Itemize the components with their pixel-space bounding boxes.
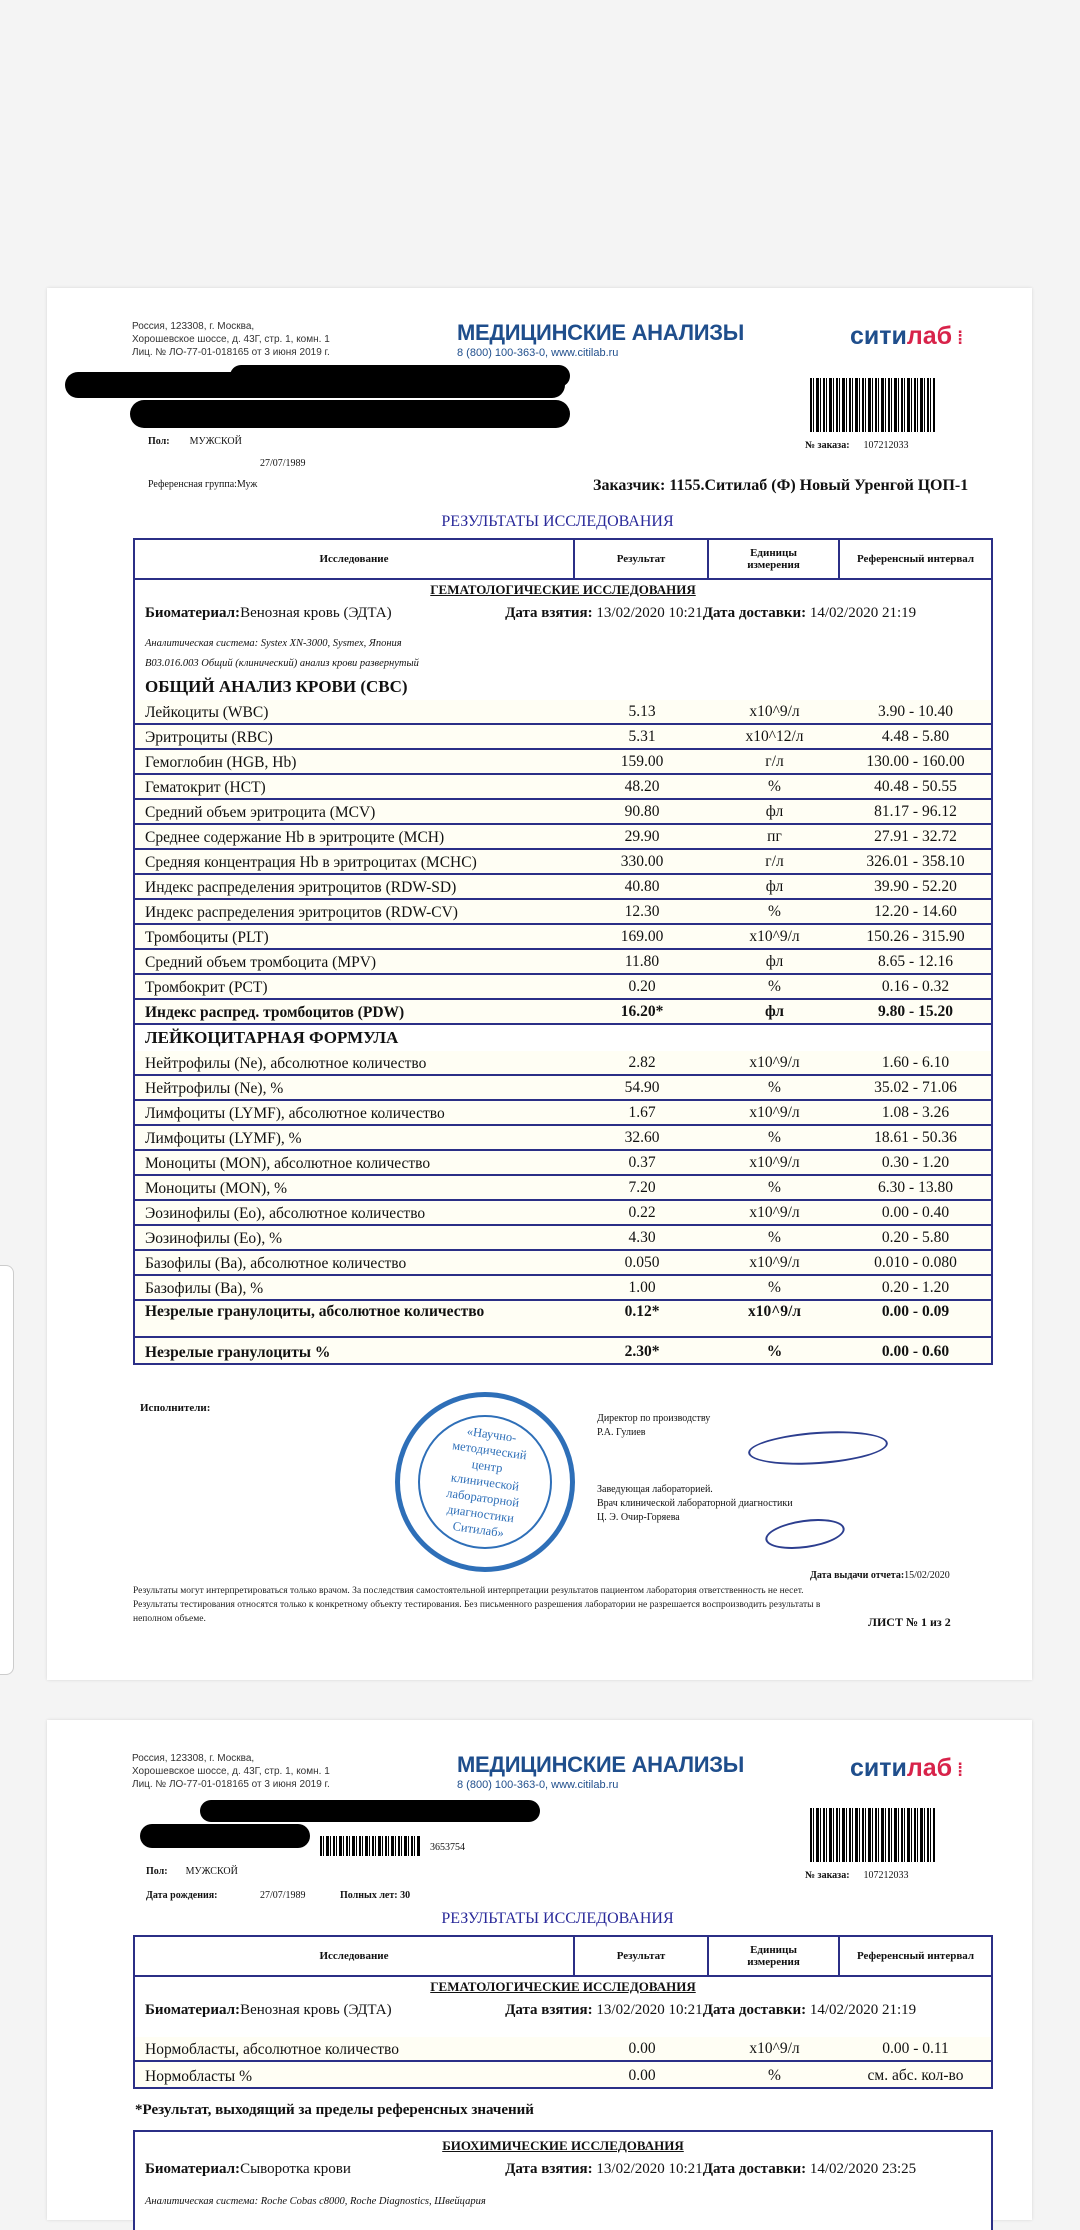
table-row bbox=[135, 725, 991, 750]
reference-interval: 1.60 - 6.10 bbox=[881, 1054, 950, 1071]
test-unit: фл bbox=[764, 1003, 785, 1020]
test-unit: % bbox=[768, 1229, 781, 1246]
column-header: Исследование bbox=[135, 1937, 575, 1975]
test-result: 0.20 bbox=[628, 978, 656, 995]
order-number bbox=[805, 1870, 909, 1881]
logo-dots-icon: ⁞ bbox=[952, 328, 964, 348]
test-unit: % bbox=[768, 1179, 781, 1196]
lab-head-title: Врач клинической лабораторной диагностики bbox=[597, 1498, 793, 1509]
reference-interval: 40.48 - 50.55 bbox=[874, 778, 957, 795]
results-table-hematology bbox=[133, 538, 993, 1365]
reference-interval: 0.00 - 0.11 bbox=[882, 2040, 949, 2057]
test-name: Лейкоциты (WBC) bbox=[145, 704, 269, 721]
brand-contacts: 8 (800) 100-363-0, www.citilab.ru bbox=[457, 1779, 619, 1791]
reference-group: Референсная группа:Муж bbox=[148, 479, 258, 490]
test-name: Эозинофилы (Eo), абсолютное количество bbox=[145, 1205, 426, 1222]
test-result: 1.67 bbox=[628, 1104, 656, 1121]
table-row bbox=[135, 1301, 991, 1338]
sex-value: МУЖСКОЙ bbox=[185, 1866, 238, 1877]
customer: Заказчик: 1155.Ситилаб (Ф) Новый Уренгой ЦОП-1 bbox=[593, 477, 969, 494]
test-result: 12.30 bbox=[624, 903, 660, 920]
delivered-label: Дата доставки: bbox=[702, 2001, 807, 2018]
test-name: Среднее содержание Hb в эритроците (MCH) bbox=[145, 829, 445, 846]
test-name: Базофилы (Ba), абсолютное количество bbox=[145, 1255, 407, 1272]
test-unit: г/л bbox=[765, 753, 784, 770]
lab-head-name: Ц. Э. Очир-Горяева bbox=[597, 1512, 680, 1523]
delivered-value: 14/02/2020 21:19 bbox=[809, 604, 917, 621]
test-unit: % bbox=[768, 903, 781, 920]
table-row bbox=[135, 1176, 991, 1201]
table-row bbox=[135, 750, 991, 775]
table-row bbox=[135, 950, 991, 975]
test-name: Эозинофилы (Eo), % bbox=[145, 1230, 283, 1247]
dob-label: Дата рождения: bbox=[146, 1890, 218, 1901]
test-name: Нормобласты, абсолютное количество bbox=[145, 2041, 400, 2058]
test-unit: x10^12/л bbox=[745, 728, 804, 745]
biomaterial-label: Биоматериал: bbox=[145, 2001, 241, 2018]
table-row bbox=[135, 975, 991, 1000]
test-name: Тромбоциты (PLT) bbox=[145, 929, 269, 946]
redaction-mark bbox=[230, 365, 570, 387]
test-unit: пг bbox=[767, 828, 782, 845]
test-result: 11.80 bbox=[624, 953, 660, 970]
test-name: Средняя концентрация Hb в эритроцитах (MCHC) bbox=[145, 854, 477, 871]
test-result: 0.050 bbox=[624, 1254, 660, 1271]
sex-field bbox=[146, 1866, 238, 1877]
test-unit: фл bbox=[765, 803, 784, 820]
test-unit: x10^9/л bbox=[749, 2040, 800, 2057]
test-name: Лимфоциты (LYMF), % bbox=[145, 1130, 302, 1147]
sheet-number: ЛИСТ № 1 из 2 bbox=[868, 1615, 951, 1629]
stamp-text: «Научно-методический центр клинической лабораторной диагностики Ситилаб» bbox=[445, 1424, 528, 1541]
table-row bbox=[135, 1338, 991, 1363]
test-result: 29.90 bbox=[624, 828, 660, 845]
disclaimer-text: Результаты могут интерпретироваться только врачом. За последствия самостоятельной интерпретации результатов пациентом лаборатория ответственность не несет. bbox=[133, 1586, 804, 1596]
redaction-mark bbox=[130, 400, 570, 428]
brand-title: МЕДИЦИНСКИЕ АНАЛИЗЫ bbox=[457, 1752, 744, 1777]
reference-interval: 4.48 - 5.80 bbox=[881, 728, 950, 745]
issue-date-label: Дата выдачи отчета: bbox=[810, 1570, 905, 1581]
test-unit: x10^9/л bbox=[747, 1303, 801, 1320]
logo-dots-icon: ⁞ bbox=[952, 1760, 964, 1780]
table-row bbox=[135, 800, 991, 825]
reference-interval: 0.20 - 1.20 bbox=[881, 1279, 950, 1296]
test-result: 169.00 bbox=[620, 928, 664, 945]
results-table-biochemistry bbox=[133, 2130, 993, 2230]
table-row bbox=[135, 700, 991, 725]
patient-id-barcode bbox=[320, 1836, 420, 1856]
logo-text: лаб bbox=[906, 1754, 953, 1782]
brand-title: МЕДИЦИНСКИЕ АНАЛИЗЫ bbox=[457, 320, 744, 345]
citilab-logo bbox=[850, 322, 963, 351]
test-unit: x10^9/л bbox=[749, 1054, 800, 1071]
table-row bbox=[135, 1051, 991, 1076]
biomaterial-label: Биоматериал: bbox=[145, 604, 241, 621]
table-row bbox=[135, 825, 991, 850]
age-value: Полных лет: 30 bbox=[340, 1890, 411, 1901]
test-result: 2.82 bbox=[628, 1054, 656, 1071]
lab-stamp bbox=[395, 1392, 575, 1572]
logo-text: сити bbox=[850, 1754, 907, 1782]
reference-interval: 18.61 - 50.36 bbox=[874, 1129, 957, 1146]
lab-address bbox=[132, 1752, 330, 1791]
analytical-system-note: Аналитическая система: Roche Cobas c8000, Roche Diagnostics, Швейцария bbox=[145, 2196, 486, 2207]
test-unit: x10^9/л bbox=[749, 928, 800, 945]
section-title: ГЕМАТОЛОГИЧЕСКИЕ ИССЛЕДОВАНИЯ bbox=[430, 1979, 696, 1994]
brand-contacts: 8 (800) 100-363-0, www.citilab.ru bbox=[457, 347, 619, 359]
test-name: Лимфоциты (LYMF), абсолютное количество bbox=[145, 1105, 445, 1122]
table-row bbox=[135, 1101, 991, 1126]
reference-interval: 8.65 - 12.16 bbox=[878, 953, 953, 970]
test-unit: % bbox=[768, 978, 781, 995]
service-code-note: B03.016.003 Общий (клинический) анализ крови развернутый bbox=[145, 658, 419, 669]
results-title: РЕЗУЛЬТАТЫ ИССЛЕДОВАНИЯ bbox=[441, 513, 674, 530]
table-row bbox=[135, 1201, 991, 1226]
biomaterial-value: Сыворотка крови bbox=[240, 2160, 351, 2177]
test-unit: % bbox=[768, 778, 781, 795]
barcode bbox=[810, 1808, 935, 1862]
disclaimer bbox=[133, 1584, 833, 1626]
director-title: Директор по производству bbox=[597, 1413, 711, 1424]
test-result: 48.20 bbox=[624, 778, 660, 795]
column-header: Единицы измерения bbox=[709, 1937, 840, 1975]
test-unit: % bbox=[768, 1129, 781, 1146]
delivered-label: Дата доставки: bbox=[702, 2160, 807, 2177]
test-name: Незрелые гранулоциты, абсолютное количество bbox=[145, 1303, 485, 1320]
biomaterial-line bbox=[135, 600, 991, 626]
test-name: Нейтрофилы (Ne), абсолютное количество bbox=[145, 1055, 427, 1072]
citilab-logo bbox=[850, 1754, 963, 1783]
director-block bbox=[597, 1412, 710, 1440]
test-result: 0.00 bbox=[628, 2067, 656, 2084]
issue-date bbox=[810, 1570, 950, 1581]
reference-interval: см. абс. кол-во bbox=[867, 2067, 964, 2084]
test-result: 40.80 bbox=[624, 878, 660, 895]
test-unit: фл bbox=[765, 953, 784, 970]
test-result: 159.00 bbox=[620, 753, 664, 770]
reference-interval: 27.91 - 32.72 bbox=[874, 828, 957, 845]
test-result: 16.20* bbox=[620, 1003, 664, 1020]
table-row bbox=[135, 1000, 991, 1025]
test-name: Гематокрит (HCT) bbox=[145, 779, 266, 796]
test-name: Гемоглобин (HGB, Hb) bbox=[145, 754, 297, 771]
test-name: Базофилы (Ba), % bbox=[145, 1280, 264, 1297]
reference-interval: 326.01 - 358.10 bbox=[866, 853, 965, 870]
address-line: Лиц. № ЛО-77-01-018165 от 3 июня 2019 г. bbox=[132, 1779, 330, 1790]
sex-field bbox=[148, 436, 242, 447]
address-line: Хорошевское шоссе, д. 43Г, стр. 1, комн. 1 bbox=[132, 1766, 330, 1777]
table-row bbox=[135, 1251, 991, 1276]
test-unit: фл bbox=[765, 878, 784, 895]
taken-label: Дата взятия: bbox=[505, 2001, 593, 2018]
logo-text: сити bbox=[850, 322, 907, 350]
lab-head-block bbox=[597, 1483, 793, 1525]
test-result: 0.12* bbox=[624, 1303, 660, 1320]
test-result: 5.13 bbox=[628, 703, 656, 720]
test-unit: x10^9/л bbox=[749, 1204, 800, 1221]
test-result: 330.00 bbox=[620, 853, 664, 870]
column-header: Единицы измерения bbox=[709, 540, 840, 578]
group-title: ЛЕЙКОЦИТАРНАЯ ФОРМУЛА bbox=[145, 1028, 399, 1047]
dob-value: 27/07/1989 bbox=[260, 458, 306, 469]
dob-field bbox=[146, 1890, 410, 1901]
table-row bbox=[135, 2062, 991, 2087]
test-unit: % bbox=[768, 2067, 781, 2084]
test-result: 2.30* bbox=[624, 1343, 660, 1360]
column-header: Результат bbox=[575, 540, 709, 578]
test-result: 4.30 bbox=[628, 1229, 656, 1246]
address-line: Хорошевское шоссе, д. 43Г, стр. 1, комн. 1 bbox=[132, 334, 330, 345]
reference-interval: 12.20 - 14.60 bbox=[874, 903, 957, 920]
redaction-mark bbox=[140, 1824, 310, 1848]
address-line: Россия, 123308, г. Москва, bbox=[132, 321, 255, 332]
reference-interval: 0.010 - 0.080 bbox=[874, 1254, 957, 1271]
test-unit: x10^9/л bbox=[749, 1154, 800, 1171]
column-header: Референсный интервал bbox=[856, 553, 975, 565]
test-name: Индекс распределения эритроцитов (RDW-SD) bbox=[145, 879, 457, 896]
results-title: РЕЗУЛЬТАТЫ ИССЛЕДОВАНИЯ bbox=[441, 1910, 674, 1927]
test-name: Моноциты (MON), % bbox=[145, 1180, 287, 1197]
dob-value: 27/07/1989 bbox=[260, 1890, 306, 1901]
test-result: 54.90 bbox=[624, 1079, 660, 1096]
logo-text: лаб bbox=[906, 322, 953, 350]
test-name: Средний объем эритроцита (MCV) bbox=[145, 804, 376, 821]
test-result: 5.31 bbox=[628, 728, 656, 745]
order-label: № заказа: bbox=[805, 1870, 850, 1881]
taken-label: Дата взятия: bbox=[505, 604, 593, 621]
redaction-mark bbox=[200, 1800, 540, 1822]
biomaterial-label: Биоматериал: bbox=[145, 2160, 241, 2177]
test-name: Индекс распределения эритроцитов (RDW-CV) bbox=[145, 904, 458, 921]
taken-value: 13/02/2020 10:21 bbox=[596, 2160, 703, 2177]
disclaimer-text: Результаты тестирования относятся только к конкретному объекту тестирования. Без письменного разрешения лаборатории не разрешается воспроизводить результаты в неполном объеме. bbox=[133, 1600, 821, 1624]
biomaterial-value: Венозная кровь (ЭДТА) bbox=[240, 604, 392, 621]
reference-interval: 0.00 - 0.60 bbox=[881, 1343, 950, 1360]
test-unit: x10^9/л bbox=[749, 1254, 800, 1271]
patient-id: 3653754 bbox=[430, 1842, 465, 1853]
sex-value: МУЖСКОЙ bbox=[189, 436, 242, 447]
column-header: Референсный интервал bbox=[856, 1950, 975, 1962]
column-header: Исследование bbox=[135, 540, 575, 578]
test-unit: % bbox=[766, 1343, 783, 1360]
reference-interval: 1.08 - 3.26 bbox=[881, 1104, 950, 1121]
test-result: 90.80 bbox=[624, 803, 660, 820]
test-result: 0.37 bbox=[628, 1154, 656, 1171]
reference-interval: 130.00 - 160.00 bbox=[866, 753, 965, 770]
order-value: 107212033 bbox=[863, 440, 909, 451]
table-row bbox=[135, 1226, 991, 1251]
group-title: ОБЩИЙ АНАЛИЗ КРОВИ (CBC) bbox=[145, 677, 408, 696]
table-row bbox=[135, 875, 991, 900]
reference-interval: 0.30 - 1.20 bbox=[881, 1154, 950, 1171]
side-scroll-handle[interactable] bbox=[0, 1265, 14, 1675]
test-name: Тромбокрит (PCT) bbox=[145, 979, 268, 996]
taken-value: 13/02/2020 10:21 bbox=[596, 604, 703, 621]
taken-value: 13/02/2020 10:21 bbox=[596, 2001, 703, 2018]
table-row bbox=[135, 775, 991, 800]
table-row bbox=[135, 1276, 991, 1301]
order-label: № заказа: bbox=[805, 440, 850, 451]
test-name: Нормобласты % bbox=[145, 2068, 252, 2085]
lab-address bbox=[132, 320, 330, 359]
reference-interval: 9.80 - 15.20 bbox=[878, 1003, 953, 1020]
test-name: Средний объем тромбоцита (MPV) bbox=[145, 954, 377, 971]
test-result: 7.20 bbox=[628, 1179, 656, 1196]
results-table-hematology-2 bbox=[133, 1935, 993, 2089]
test-unit: г/л bbox=[765, 853, 784, 870]
test-result: 0.22 bbox=[628, 1204, 656, 1221]
issue-date-value: 15/02/2020 bbox=[904, 1570, 950, 1581]
delivered-value: 14/02/2020 23:25 bbox=[809, 2160, 917, 2177]
test-name: Моноциты (MON), абсолютное количество bbox=[145, 1155, 431, 1172]
test-unit: % bbox=[768, 1279, 781, 1296]
test-name: Незрелые гранулоциты % bbox=[145, 1344, 331, 1361]
delivered-label: Дата доставки: bbox=[702, 604, 807, 621]
reference-interval: 81.17 - 96.12 bbox=[874, 803, 957, 820]
taken-label: Дата взятия: bbox=[505, 2160, 593, 2177]
reference-interval: 150.26 - 315.90 bbox=[866, 928, 965, 945]
table-row bbox=[135, 1151, 991, 1176]
table-row bbox=[135, 2037, 991, 2062]
table-row bbox=[135, 925, 991, 950]
reference-interval: 6.30 - 13.80 bbox=[878, 1179, 953, 1196]
order-value: 107212033 bbox=[863, 1870, 909, 1881]
table-header bbox=[135, 1937, 991, 1977]
reference-interval: 0.00 - 0.40 bbox=[881, 1204, 950, 1221]
reference-interval: 0.20 - 5.80 bbox=[881, 1229, 950, 1246]
biomaterial-line bbox=[135, 2156, 991, 2182]
test-name: Эритроциты (RBC) bbox=[145, 729, 273, 746]
barcode bbox=[810, 378, 935, 432]
table-row bbox=[135, 850, 991, 875]
table-row bbox=[135, 1076, 991, 1101]
order-number bbox=[805, 440, 909, 451]
table-header bbox=[135, 540, 991, 580]
test-unit: % bbox=[768, 1079, 781, 1096]
reference-interval: 3.90 - 10.40 bbox=[878, 703, 953, 720]
column-header: Результат bbox=[575, 1937, 709, 1975]
test-unit: x10^9/л bbox=[749, 1104, 800, 1121]
test-result: 32.60 bbox=[624, 1129, 660, 1146]
section-title: БИОХИМИЧЕСКИЕ ИССЛЕДОВАНИЯ bbox=[442, 2138, 684, 2153]
address-line: Лиц. № ЛО-77-01-018165 от 3 июня 2019 г. bbox=[132, 347, 330, 358]
reference-interval: 0.00 - 0.09 bbox=[881, 1303, 950, 1320]
address-line: Россия, 123308, г. Москва, bbox=[132, 1753, 255, 1764]
director-name: Р.А. Гулиев bbox=[597, 1427, 646, 1438]
section-title: ГЕМАТОЛОГИЧЕСКИЕ ИССЛЕДОВАНИЯ bbox=[430, 582, 696, 597]
delivered-value: 14/02/2020 21:19 bbox=[809, 2001, 917, 2018]
test-unit: x10^9/л bbox=[749, 703, 800, 720]
biomaterial-value: Венозная кровь (ЭДТА) bbox=[240, 2001, 392, 2018]
reference-interval: 39.90 - 52.20 bbox=[874, 878, 957, 895]
sex-label: Пол: bbox=[146, 1866, 168, 1877]
test-result: 0.00 bbox=[628, 2040, 656, 2057]
test-name: Индекс распред. тромбоцитов (PDW) bbox=[145, 1004, 405, 1021]
reference-interval: 0.16 - 0.32 bbox=[881, 978, 950, 995]
test-name: Нейтрофилы (Ne), % bbox=[145, 1080, 284, 1097]
analytical-system-note: Аналитическая система: Systex XN-3000, Sysmex, Япония bbox=[145, 638, 402, 649]
test-result: 1.00 bbox=[628, 1279, 656, 1296]
lab-head-title: Заведующая лабораторией. bbox=[597, 1484, 713, 1495]
reference-interval: 35.02 - 71.06 bbox=[874, 1079, 957, 1096]
table-row bbox=[135, 900, 991, 925]
out-of-range-footnote: *Результат, выходящий за пределы референсных значений bbox=[135, 2102, 534, 2118]
executors-label: Исполнители: bbox=[140, 1402, 211, 1414]
biomaterial-line bbox=[135, 1997, 991, 2023]
table-row bbox=[135, 1126, 991, 1151]
sex-label: Пол: bbox=[148, 436, 170, 447]
